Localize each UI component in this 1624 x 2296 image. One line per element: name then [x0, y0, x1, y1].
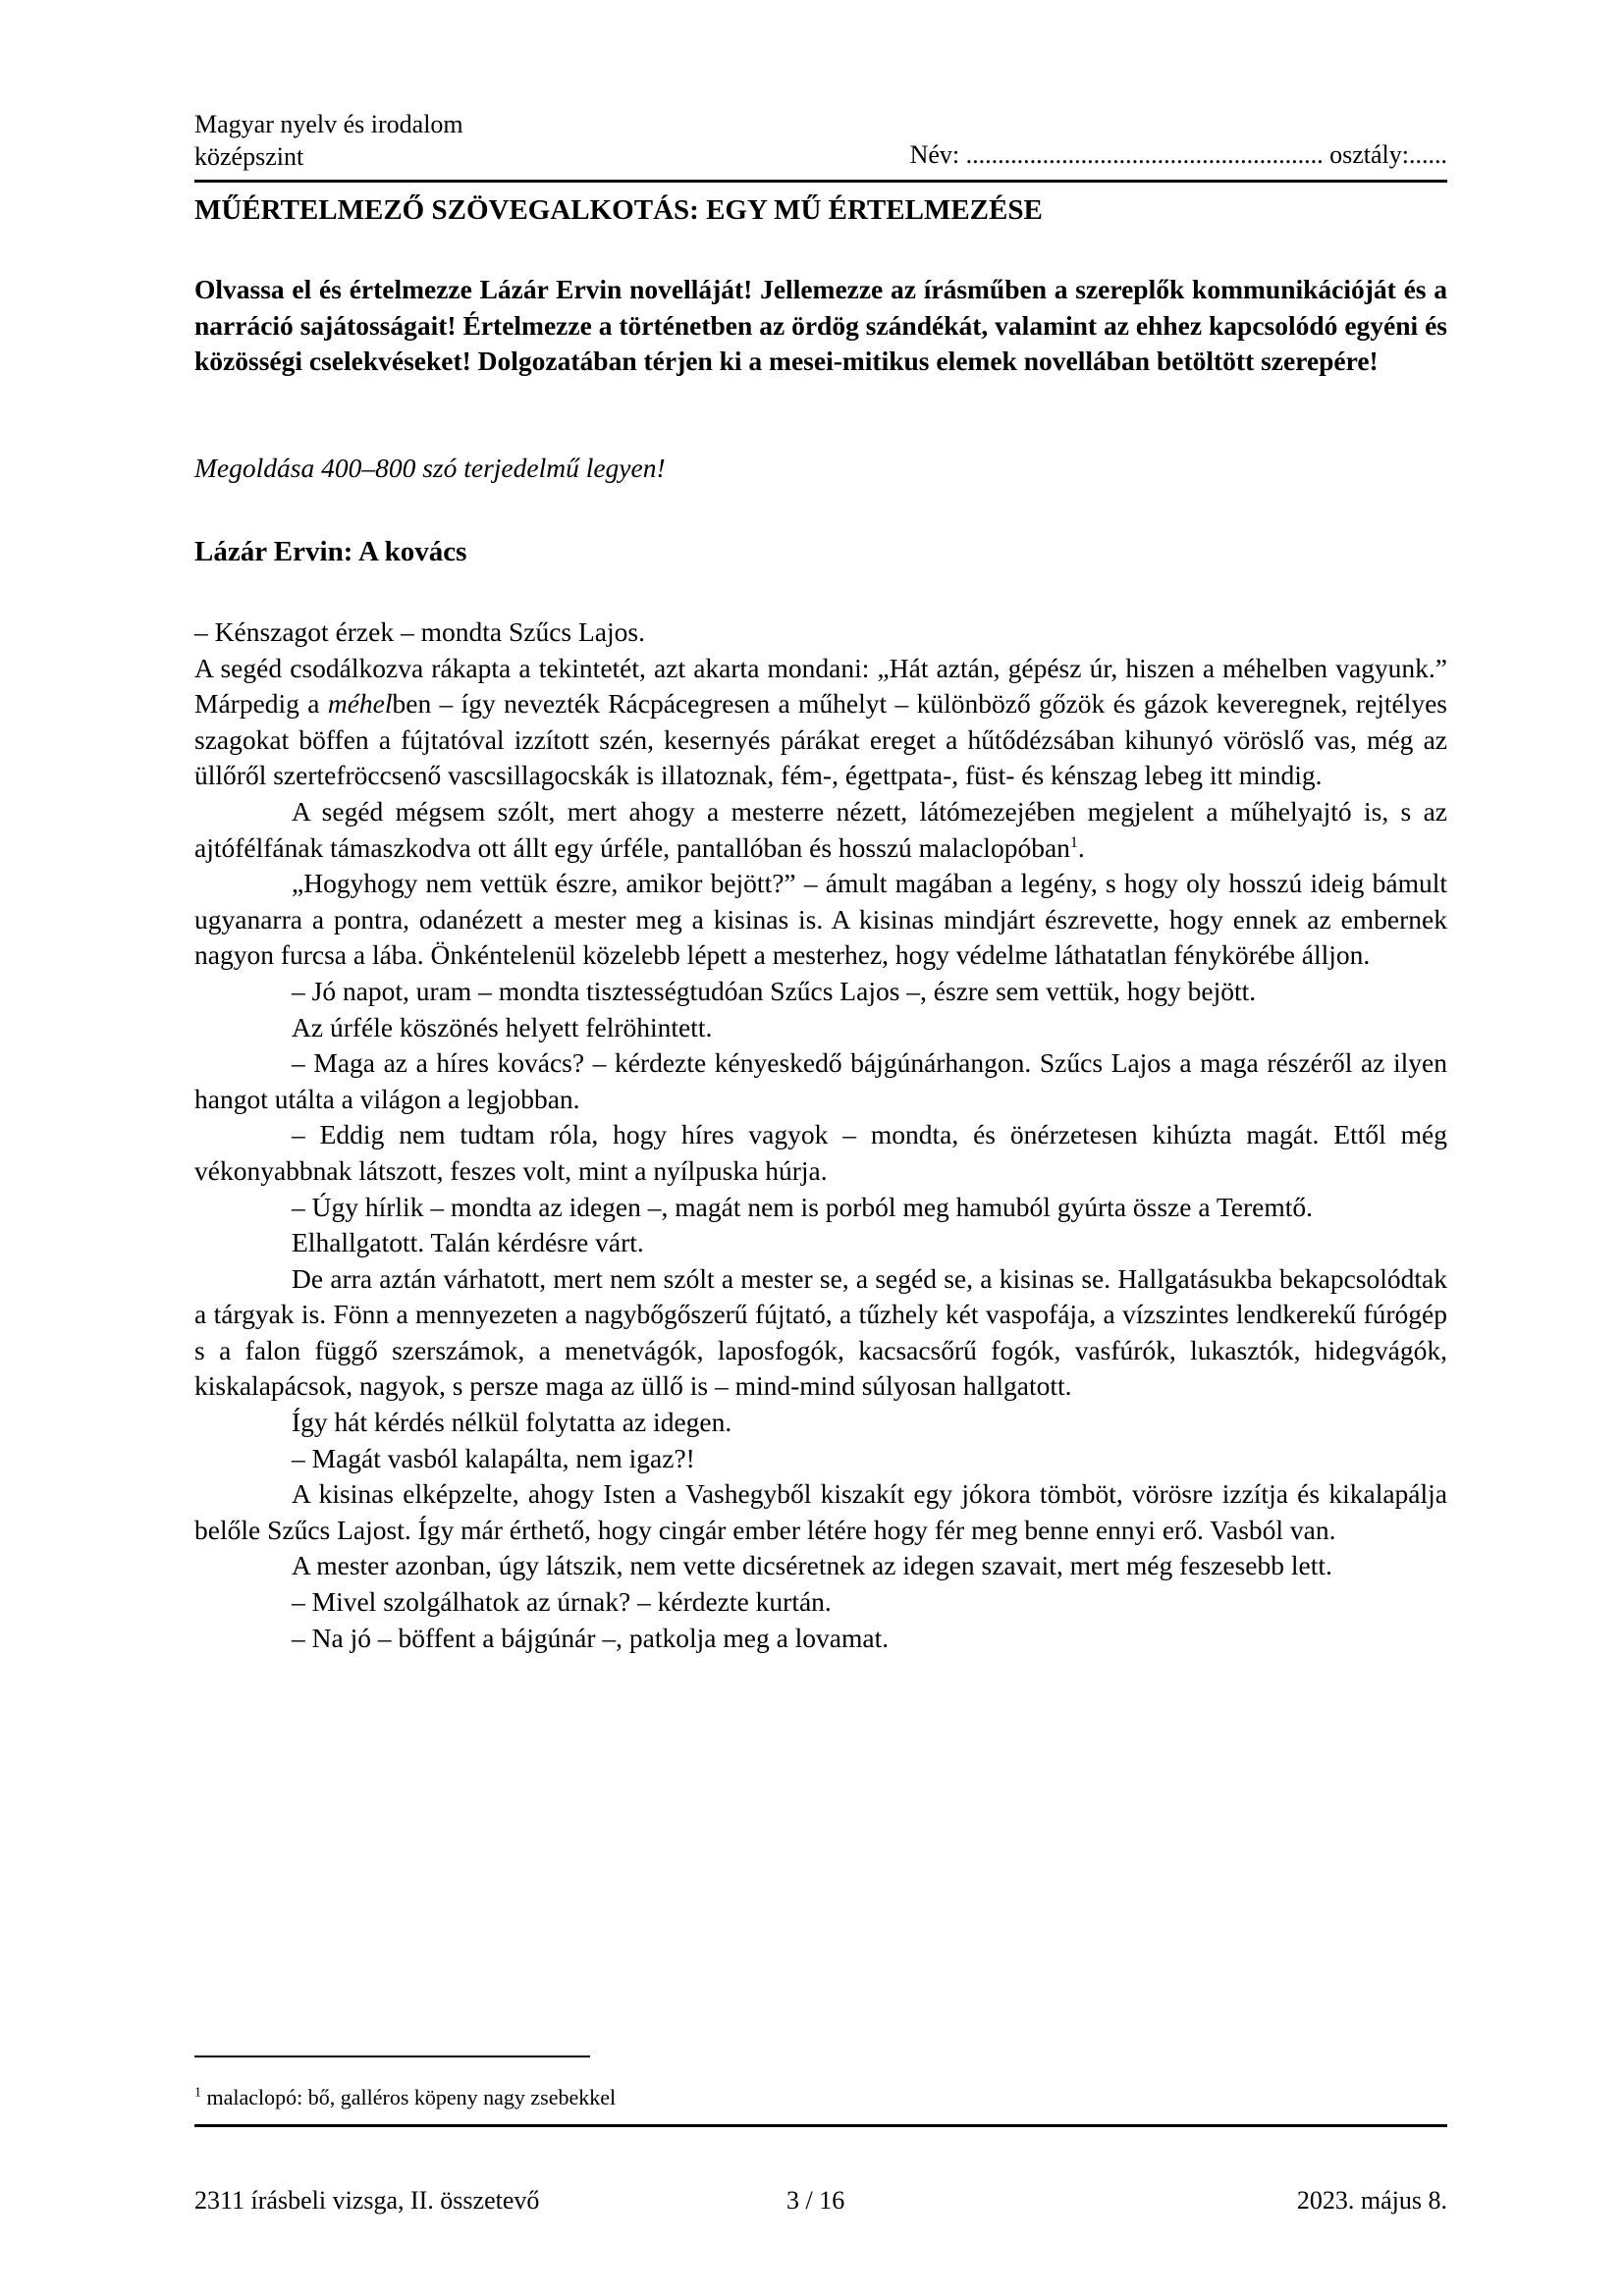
footnote — [194, 2085, 616, 2110]
footer-date: 2023. május 8. — [1296, 2186, 1447, 2215]
footnote-number: 1 — [194, 2085, 201, 2101]
story-paragraph: Így hát kérdés nélkül folytatta az idegen. — [292, 1407, 732, 1438]
story-paragraph: – Magát vasból kalapálta, nem igaz?! — [292, 1442, 695, 1473]
italic-term: méhel — [327, 688, 393, 720]
story-paragraph: – Kénszagot érzek – mondta Szűcs Lajos. — [194, 616, 645, 647]
story-paragraph: „Hogyhogy nem vettük észre, amikor bejött?” – ámult magában a legény, s hogy oly hosszú ideig bámult ugyanarra a pontra, odanézett a mester meg a kisinas is. A kisinas mindjárt észrevette, hogy ennek az embernek nagyon furcsa a lába. Önkéntelenül közelebb lépett a mesterhez, hogy védelme láthatatlan fénykörébe álljon. — [194, 868, 1447, 971]
story-paragraph: Az úrféle köszönés helyett felröhintett. — [292, 1011, 713, 1042]
story-paragraph: Elhallgatott. Talán kérdésre várt. — [292, 1227, 644, 1258]
story-paragraph: De arra aztán várhatott, mert nem szólt a mester se, a segéd se, a kisinas se. Hallgatásukba bekapcsolódtak a tárgyak is. Fönn a mennyezeten a nagybőgőszerű fújtató, a tűzhely két vaspofája, a vízszintes lendkerekű fúrógép s a falon függő szerszámok, a menetvágók, laposfogók, kacsacsőrű fogók, vasfúrók, lukasztók, hidegvágók, kiskalapácsok, nagyok, s persze maga az üllő is – mind-mind súlyosan hallgatott. — [194, 1262, 1447, 1402]
header-level: középszint — [194, 142, 304, 171]
task-length-note: Megoldása 400–800 szó terjedelmű legyen! — [194, 453, 666, 483]
footnote-separator — [194, 2056, 590, 2057]
task-instruction: Olvassa el és értelmezze Lázár Ervin novelláját! Jellemezze az írásműben a szereplők kommunikációját és a narráció sajátosságait! Értelmezze a történetben az ördög szándékát, valamint az ehhez kapcsolódó egyéni és közösségi cselekvéseket! Dolgozatában térjen ki a mesei-mitikus elemek novellában betöltött szerepére! — [194, 274, 1447, 376]
story-paragraph: – Eddig nem tudtam róla, hogy híres vagyok – mondta, és önérzetesen kihúzta magát. Ettől még vékonyabbnak látszott, feszes volt, mint a nyílpuska húrja. — [194, 1119, 1447, 1186]
story-title: Lázár Ervin: A kovács — [194, 536, 467, 567]
story-paragraph: A segéd mégsem szólt, mert ahogy a mesterre nézett, látómezejében megjelent a műhelyajtó is, s az ajtófélfának támaszkodva ott állt egy úrféle, pantallóban és hosszú malaclopóban$^1$. — [194, 795, 1447, 863]
footnote-ref: 1 — [1069, 833, 1078, 851]
story-paragraph: – Mivel szolgálhatok az úrnak? – kérdezte kurtán. — [292, 1586, 832, 1618]
section-title: MŰÉRTELMEZŐ SZÖVEGALKOTÁS: EGY MŰ ÉRTELMEZÉSE — [194, 194, 1043, 226]
footer-exam-code: 2311 írásbeli vizsga, II. összetevő — [194, 2186, 540, 2215]
story-paragraph: – Na jó – böffent a bájgúnár –, patkolja meg a lovamat. — [292, 1622, 890, 1653]
name-class-field: Név: ........................................................ osztály:...... — [909, 140, 1447, 169]
footer-page-number: 3 / 16 — [786, 2186, 845, 2215]
story-paragraph: A mester azonban, úgy látszik, nem vette dicséretnek az idegen szavait, mert még feszesebb lett. — [292, 1550, 1332, 1581]
header-rule — [194, 180, 1447, 183]
story-paragraph: A segéd csodálkozva rákapta a tekintetét, azt akarta mondani: „Hát aztán, gépész úr, hiszen a méhelben vagyunk.” Márpedig a méhelben – így nevezték Rácpácegresen a műhelyt – különböző gőzök és gázok keveregnek, rejtélyes szagokat böffen a fújtatóval izzított szén, kesernyés párákat ereget a hűtődézsában kihunyó vöröslő vas, még az üllőről szertefröccsenő vascsillagocskák is illatoznak, fém-, égettpata-, füst- és kénszag lebeg itt mindig. — [194, 652, 1447, 791]
header-subject-block — [194, 108, 463, 173]
story-paragraph: – Maga az a híres kovács? – kérdezte kényeskedő bájgúnárhangon. Szűcs Lajos a maga részéről az ilyen hangot utálta a világon a legjobban. — [194, 1047, 1447, 1114]
story-paragraph: – Úgy hírlik – mondta az idegen –, magát nem is porból meg hamuból gyúrta össze a Teremtő. — [292, 1191, 1314, 1222]
story-paragraph: – Jó napot, uram – mondta tisztességtudóan Szűcs Lajos –, észre sem vettük, hogy bejött. — [292, 975, 1257, 1006]
footnote-text: malaclopó: bő, galléros köpeny nagy zsebekkel — [206, 2085, 617, 2109]
header-subject: Magyar nyelv és irodalom — [194, 110, 463, 138]
story-paragraph: A kisinas elképzelte, ahogy Isten a Vashegyből kiszakít egy jókora tömböt, vörösre izzítja és kikalapálja belőle Szűcs Lajost. Így már érthető, hogy cingár ember létére hogy fér meg benne ennyi erő. Vasból van. — [194, 1478, 1447, 1545]
story-body — [194, 614, 1447, 1656]
page-header — [194, 108, 1447, 185]
footer-rule — [194, 2124, 1447, 2127]
